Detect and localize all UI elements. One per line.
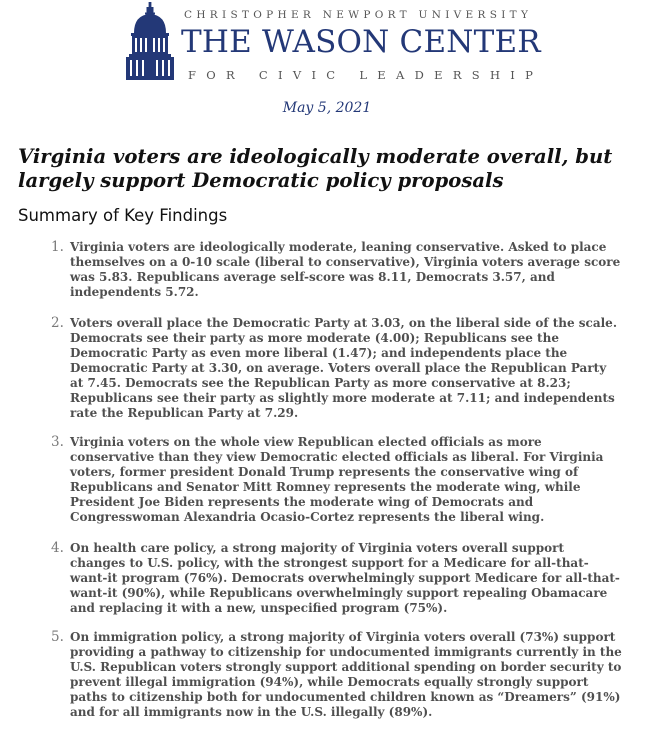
finding-text: Voters overall place the Democratic Party at 3.03, on the liberal side of the scale. Democrats see their party as more moderate (4.00); Republicans see the Democratic Party as even more liberal (1.47); and independents place the Democratic Party at 3.30, on average. Voters overall place the Republican Party at 7.45. Democrats see the Republican Party as more conservative at 8.23; Republicans see their party as slightly more moderate at 7.11; and independents rate the Republican Party at 7.29. [70,316,617,420]
report-date: May 5, 2021 [282,100,372,116]
finding-text: On immigration policy, a strong majority of Virginia voters overall (73%) support providing a pathway to citizenship for undocumented immigrants currently in the U.S. Republican voters strongly support additional spending on border security to prevent illegal immigration (94%), while Democrats equally strongly support paths to citizenship both for undocumented children known as “Dreamers” (91%) and for all immigrants now in the U.S. illegally (89%). [70,630,622,719]
finding-item-3 [51,434,622,525]
finding-number: 1. [51,239,64,255]
finding-item-1 [51,239,622,300]
finding-item-2 [51,315,622,421]
finding-item-5 [51,629,622,720]
center-name: THE WASON CENTER [181,24,541,60]
capitol-dome-icon [126,2,174,80]
finding-number: 3. [51,434,64,450]
finding-number: 5. [51,629,64,645]
finding-text: Virginia voters on the whole view Republican elected officials as more conservative than they view Democratic elected officials as liberal. For Virginia voters, former president Donald Trump represents the conservative wing of Republicans and Senator Mitt Romney represents the moderate wing, while President Joe Biden represents the moderate wing of Democrats and Congresswoman Alexandria Ocasio-Cortez represents the liberal wing. [70,435,604,524]
finding-number: 2. [51,315,64,331]
summary-heading: Summary of Key Findings [18,206,228,225]
center-tagline: FOR CIVIC LEADERSHIP [188,68,544,82]
finding-text: On health care policy, a strong majority of Virginia voters overall support changes to U.S. policy, with the strongest support for a Medicare for all-that-want-it program (76%). Democrats overwhelmingly support Medicare for all-that-want-it (90%), while Republicans overwhelmingly support repealing Obamacare and replacing it with a new, unspecified program (75%). [70,541,620,615]
page-title: Virginia voters are ideologically moderate overall, but largely support Democratic policy proposals [18,145,613,192]
finding-text: Virginia voters are ideologically moderate, leaning conservative. Asked to place themselves on a 0-10 scale (liberal to conservative), Virginia voters average score was 5.83. Republicans average self-score was 8.11, Democrats 3.57, and independents 5.72. [70,240,621,299]
university-name: CHRISTOPHER NEWPORT UNIVERSITY [184,9,533,21]
header [0,0,654,95]
finding-item-4 [51,540,622,616]
finding-number: 4. [51,540,64,556]
